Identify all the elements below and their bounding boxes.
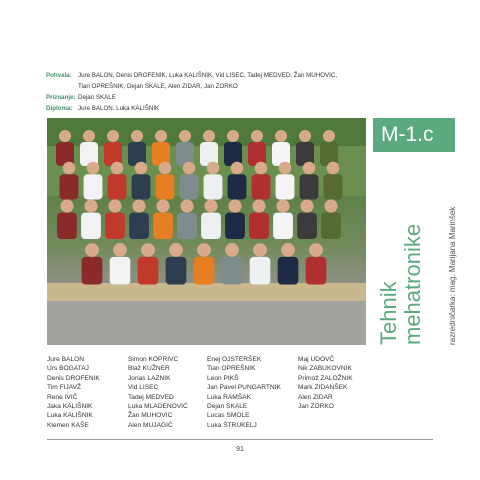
person-head [252, 199, 265, 212]
person-head [299, 130, 311, 142]
person-body [306, 257, 327, 285]
person-head [251, 130, 263, 142]
student-name: Nik ZABUKOVNIK [298, 365, 352, 373]
student-name: Denis DROFENIK [47, 374, 100, 382]
names-column-4 [298, 355, 353, 411]
award-value: Dejan SKALE [78, 94, 116, 101]
student-name: Žan MUHOVIC [128, 412, 173, 420]
student-name: Jaka KALIŠNIK [47, 403, 93, 411]
award-value-cont: Tian OPREŠNIK, Dejan SKALE, Alen ZIDAR, Jan ZORKO [78, 83, 238, 90]
person-head [180, 199, 193, 212]
student-name: Maj UDOVČ [298, 356, 335, 363]
person-head [108, 199, 121, 212]
person-body [324, 174, 343, 199]
award-row-priznanje [46, 92, 366, 103]
person-head [83, 130, 95, 142]
person-body [138, 257, 159, 285]
person-body [129, 213, 149, 239]
person-body [252, 174, 271, 199]
person-head [179, 130, 191, 142]
program-title-line2: mehatronike [400, 223, 425, 345]
person-head [59, 130, 71, 142]
person-body [276, 174, 295, 199]
person-body [60, 174, 79, 199]
student-name: Enej OJSTERŠEK [207, 356, 262, 363]
student-name: Tim FIJAVŽ [47, 384, 82, 392]
person-body [166, 257, 187, 285]
person-head [85, 243, 99, 257]
person-head [228, 199, 241, 212]
person-head [255, 162, 268, 175]
person-body [300, 174, 319, 199]
person-head [159, 162, 172, 175]
student-name: Leon PIKŠ [207, 374, 239, 382]
student-name: Luka ŠTRUKELJ [207, 421, 257, 429]
student-name: Blaž KUŽNER [128, 365, 170, 373]
person-head [84, 199, 97, 212]
awards-section [46, 70, 366, 114]
person-body [132, 174, 151, 199]
student-name: Mark ZIDANŠEK [298, 384, 348, 392]
person-body [201, 213, 221, 239]
person-head [303, 162, 316, 175]
student-name: Vid LISEC [128, 384, 159, 392]
person-head [327, 162, 340, 175]
student-name: Alen ZIDAR [298, 393, 333, 401]
names-column-3 [207, 355, 281, 430]
student-name: Jan ZORKO [298, 403, 334, 411]
person-body [180, 174, 199, 199]
student-name: Tian OPREŠNIK [207, 365, 256, 373]
person-body [204, 174, 223, 199]
person-body [82, 257, 103, 285]
person-head [63, 162, 76, 175]
person-body [105, 213, 125, 239]
person-head [323, 130, 335, 142]
student-name: Klemen KAŠE [47, 421, 89, 429]
award-label: Diploma: [46, 105, 73, 112]
person-head [204, 199, 217, 212]
person-head [87, 162, 100, 175]
page-number: 91 [236, 446, 244, 453]
person-body [297, 213, 317, 239]
footer-divider [47, 439, 433, 440]
person-body [84, 174, 103, 199]
person-head [207, 162, 220, 175]
student-name: Luka RAMŠAK [207, 393, 251, 401]
person-head [156, 199, 169, 212]
award-value: Jure BALON, Denis DROFENIK, Luka KALIŠNIK, Vid LISEC, Tadej MEDVED, Žan MUHOVIC, [78, 72, 338, 79]
student-name: Jonas LAZNIK [128, 374, 171, 382]
student-name: Jure BALON [47, 356, 85, 363]
person-body [273, 213, 293, 239]
person-head [155, 130, 167, 142]
award-row-diploma [46, 103, 366, 114]
person-head [253, 243, 267, 257]
person-head [281, 243, 295, 257]
person-body [177, 213, 197, 239]
person-head [309, 243, 323, 257]
student-name: Dejan SKALE [207, 403, 248, 411]
person-head [276, 199, 289, 212]
person-head [113, 243, 127, 257]
student-name: Luka KALIŠNIK [47, 412, 93, 420]
award-row-pohvala [46, 70, 366, 81]
person-body [108, 174, 127, 199]
person-body [225, 213, 245, 239]
student-name: Luka MLADENOVIĆ [128, 403, 188, 411]
person-head [183, 162, 196, 175]
class-code-badge: M-1.c [373, 118, 455, 152]
person-head [132, 199, 145, 212]
person-body [194, 257, 215, 285]
person-body [278, 257, 299, 285]
person-head [275, 130, 287, 142]
person-head [60, 199, 73, 212]
person-head [111, 162, 124, 175]
person-body [250, 257, 271, 285]
person-head [197, 243, 211, 257]
class-group-photo [47, 118, 366, 345]
student-name: Simon KOPRIVC [128, 356, 179, 363]
student-name: Urs BOGATAJ [47, 365, 89, 373]
names-column-2 [128, 355, 188, 430]
person-head [203, 130, 215, 142]
person-head [300, 199, 313, 212]
person-head [169, 243, 183, 257]
homeroom-teacher: razredničarka: mag. Marijana Marinšek [448, 206, 457, 345]
person-body [57, 213, 77, 239]
student-name: Lucas SMOLE [207, 412, 250, 420]
person-head [135, 162, 148, 175]
person-head [324, 199, 337, 212]
student-name: Tadej MEDVED [128, 393, 174, 401]
award-value: Jure BALON, Luka KALIŠNIK [78, 105, 160, 112]
bench [47, 283, 366, 301]
person-head [227, 130, 239, 142]
program-title-line1: Tehnik [376, 281, 401, 345]
person-body [110, 257, 131, 285]
person-head [225, 243, 239, 257]
person-head [141, 243, 155, 257]
student-name: Alen MUJAGIĆ [128, 421, 173, 429]
pavement [47, 298, 366, 345]
person-head [131, 130, 143, 142]
photo-illustration [47, 118, 366, 345]
award-label: Priznanje: [46, 94, 76, 101]
award-label: Pohvala: [46, 72, 72, 79]
person-body [249, 213, 269, 239]
student-name: Jan Pavel PUNGARTNIK [207, 384, 281, 392]
person-head [231, 162, 244, 175]
person-body [228, 174, 247, 199]
student-name: Rene IVIČ [47, 393, 78, 401]
person-body [153, 213, 173, 239]
person-body [81, 213, 101, 239]
names-column-1 [47, 355, 100, 430]
person-head [279, 162, 292, 175]
student-name: Primož ZALOŽNIK [298, 374, 353, 382]
person-body [156, 174, 175, 199]
award-row-pohvala-cont [46, 81, 366, 92]
person-body [321, 213, 341, 239]
person-head [107, 130, 119, 142]
person-body [222, 257, 243, 285]
program-title [377, 150, 425, 345]
